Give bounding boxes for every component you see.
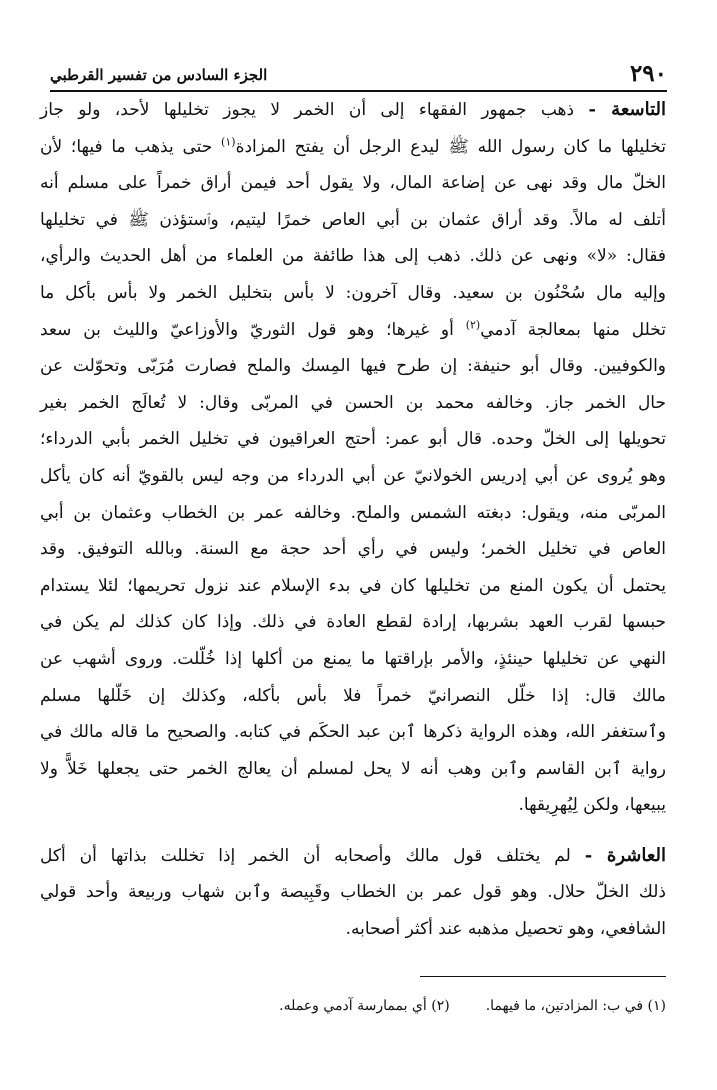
section-heading-ninth: التاسعة - (588, 99, 667, 120)
text-line: وإليه مال سُحْنُون بن سعيد. وقال آخرون: لا بأس بتخليل الخمر ولا بأس بأكل ما (40, 282, 666, 303)
text-line: يحتمل أن يكون المنع من تخليلها كان في بدء الإسلام عند نزول تحريمها؛ لئلا يستدام (40, 575, 666, 596)
text-line: العاص في تخليل الخمر؛ وليس في رأي أحد حجة مع السنة. وبالله التوفيق. وقد (40, 539, 666, 560)
text-line: حال الخمر جاز. وخالفه محمد بن الحسن في المربّى وقال: لا تُعالَج الخمر بغير (40, 392, 667, 413)
page-number: ٢٩٠ (629, 60, 667, 87)
text-line: ذلك الخلّ حلال. وهو قول عمر بن الخطاب وقَبِيصة وٱبن شهاب وربيعة وأحد قولي (40, 882, 666, 903)
footnote-divider (420, 976, 666, 977)
footnotes (40, 998, 666, 1014)
text-line: تخليلها ما كان رسول الله ﷺ ليدع الرجل أن يفتح المزادة$^{(١)}$ حتى يذهب ما فيها؛ لأن (40, 134, 667, 157)
text-line: مالك قال: إذا خلّل النصرانيّ خمراً فلا بأس بأكله، وكذلك إن خَلّلها مسلم (40, 685, 666, 706)
text-line: المربّى منه، ويقول: دبغته الشمس والملح. وخالفه عمر بن الخطاب وعثمان بن أبي (40, 502, 666, 523)
text-line: الخلّ مال وقد نهى عن إضاعة المال، ولا يقول أحد فيمن أراق خمراً على مسلم أنه (40, 173, 666, 194)
page-header (50, 56, 667, 92)
text-line: وهو يُروى عن أبي إدريس الخولانيّ عن أبي الدرداء من وجه ليس بالقويّ أنه كان يأكل (40, 465, 666, 486)
paragraph-gap (40, 824, 666, 838)
text-line: النهي عن تخليلها حينئذٍ، والأمر بإراقتها ما يمنع من أكلها إذا خُلّلت. وروى أشهب عن (40, 648, 666, 669)
section-heading-tenth: العاشرة - (584, 844, 667, 866)
running-title: الجزء السادس من تفسير القرطبي (50, 66, 268, 84)
text-line: الشافعي، وهو تحصيل مذهبه عند أكثر أصحابه. (345, 919, 666, 940)
text-line: التاسعة - ذهب جمهور الفقهاء إلى أن الخمر لا يجوز تخليلها لأحد، ولو جاز (40, 99, 667, 120)
footnote-1: (١) في ب: المزادتين، ما فيهما. (485, 998, 666, 1014)
text-line: والكوفيين. وقال أبو حنيفة: إن طرح فيها المِسك والملح فصارت مُرَبّى وتحوّلت عن (40, 356, 666, 377)
text-line: العاشرة - لم يختلف قول مالك وأصحابه أن الخمر إذا تخللت بذاتها أن أكل (40, 844, 667, 866)
text-line: وٱستغفر الله، وهذه الرواية ذكرها ٱبن عبد الحكَم في كتابه. والصحيح ما قاله مالك في (40, 722, 666, 743)
text-line: رواية ٱبن القاسم وٱبن وهب أنه لا يحل لمسلم أن يعالج الخمر حتى يجعلها خَلاًّ ولا (40, 758, 666, 779)
text-line: تخلل منها بمعالجة آدمي$^{(٢)}$ أو غيرها؛ وهو قول الثوريّ والأوزاعيّ والليث بن سعد (40, 317, 666, 340)
text-line: تحويلها إلى الخلّ وحده. قال أبو عمر: أحتج العراقيون في تخليل الخمر بأبي الدرداء؛ (40, 429, 666, 450)
text-line: حبسها لقرب العهد بشربها، إرادة لقطع العادة في ذلك. وإذا كان كذلك لم يكن في (40, 612, 666, 633)
text-line: فقال: «لا» ونهى عن ذلك. ذهب إلى هذا طائفة من العلماء من أهل الحديث والرأي، (40, 246, 666, 267)
text-line: أتلف له مالاً. وقد أراق عثمان بن أبي العاص خمرًا ليتيم، وٱستؤذن ﷺ في تخليلها (40, 209, 666, 230)
body-text (40, 92, 666, 948)
text-line: يبيعها، ولكن لِيُهرِيقها. (518, 795, 666, 816)
footnote-ref-1: (١) (221, 134, 236, 148)
footnote-ref-2: (٢) (465, 317, 481, 331)
footnote-2: (٢) أي بممارسة آدمي وعمله. (279, 998, 450, 1014)
